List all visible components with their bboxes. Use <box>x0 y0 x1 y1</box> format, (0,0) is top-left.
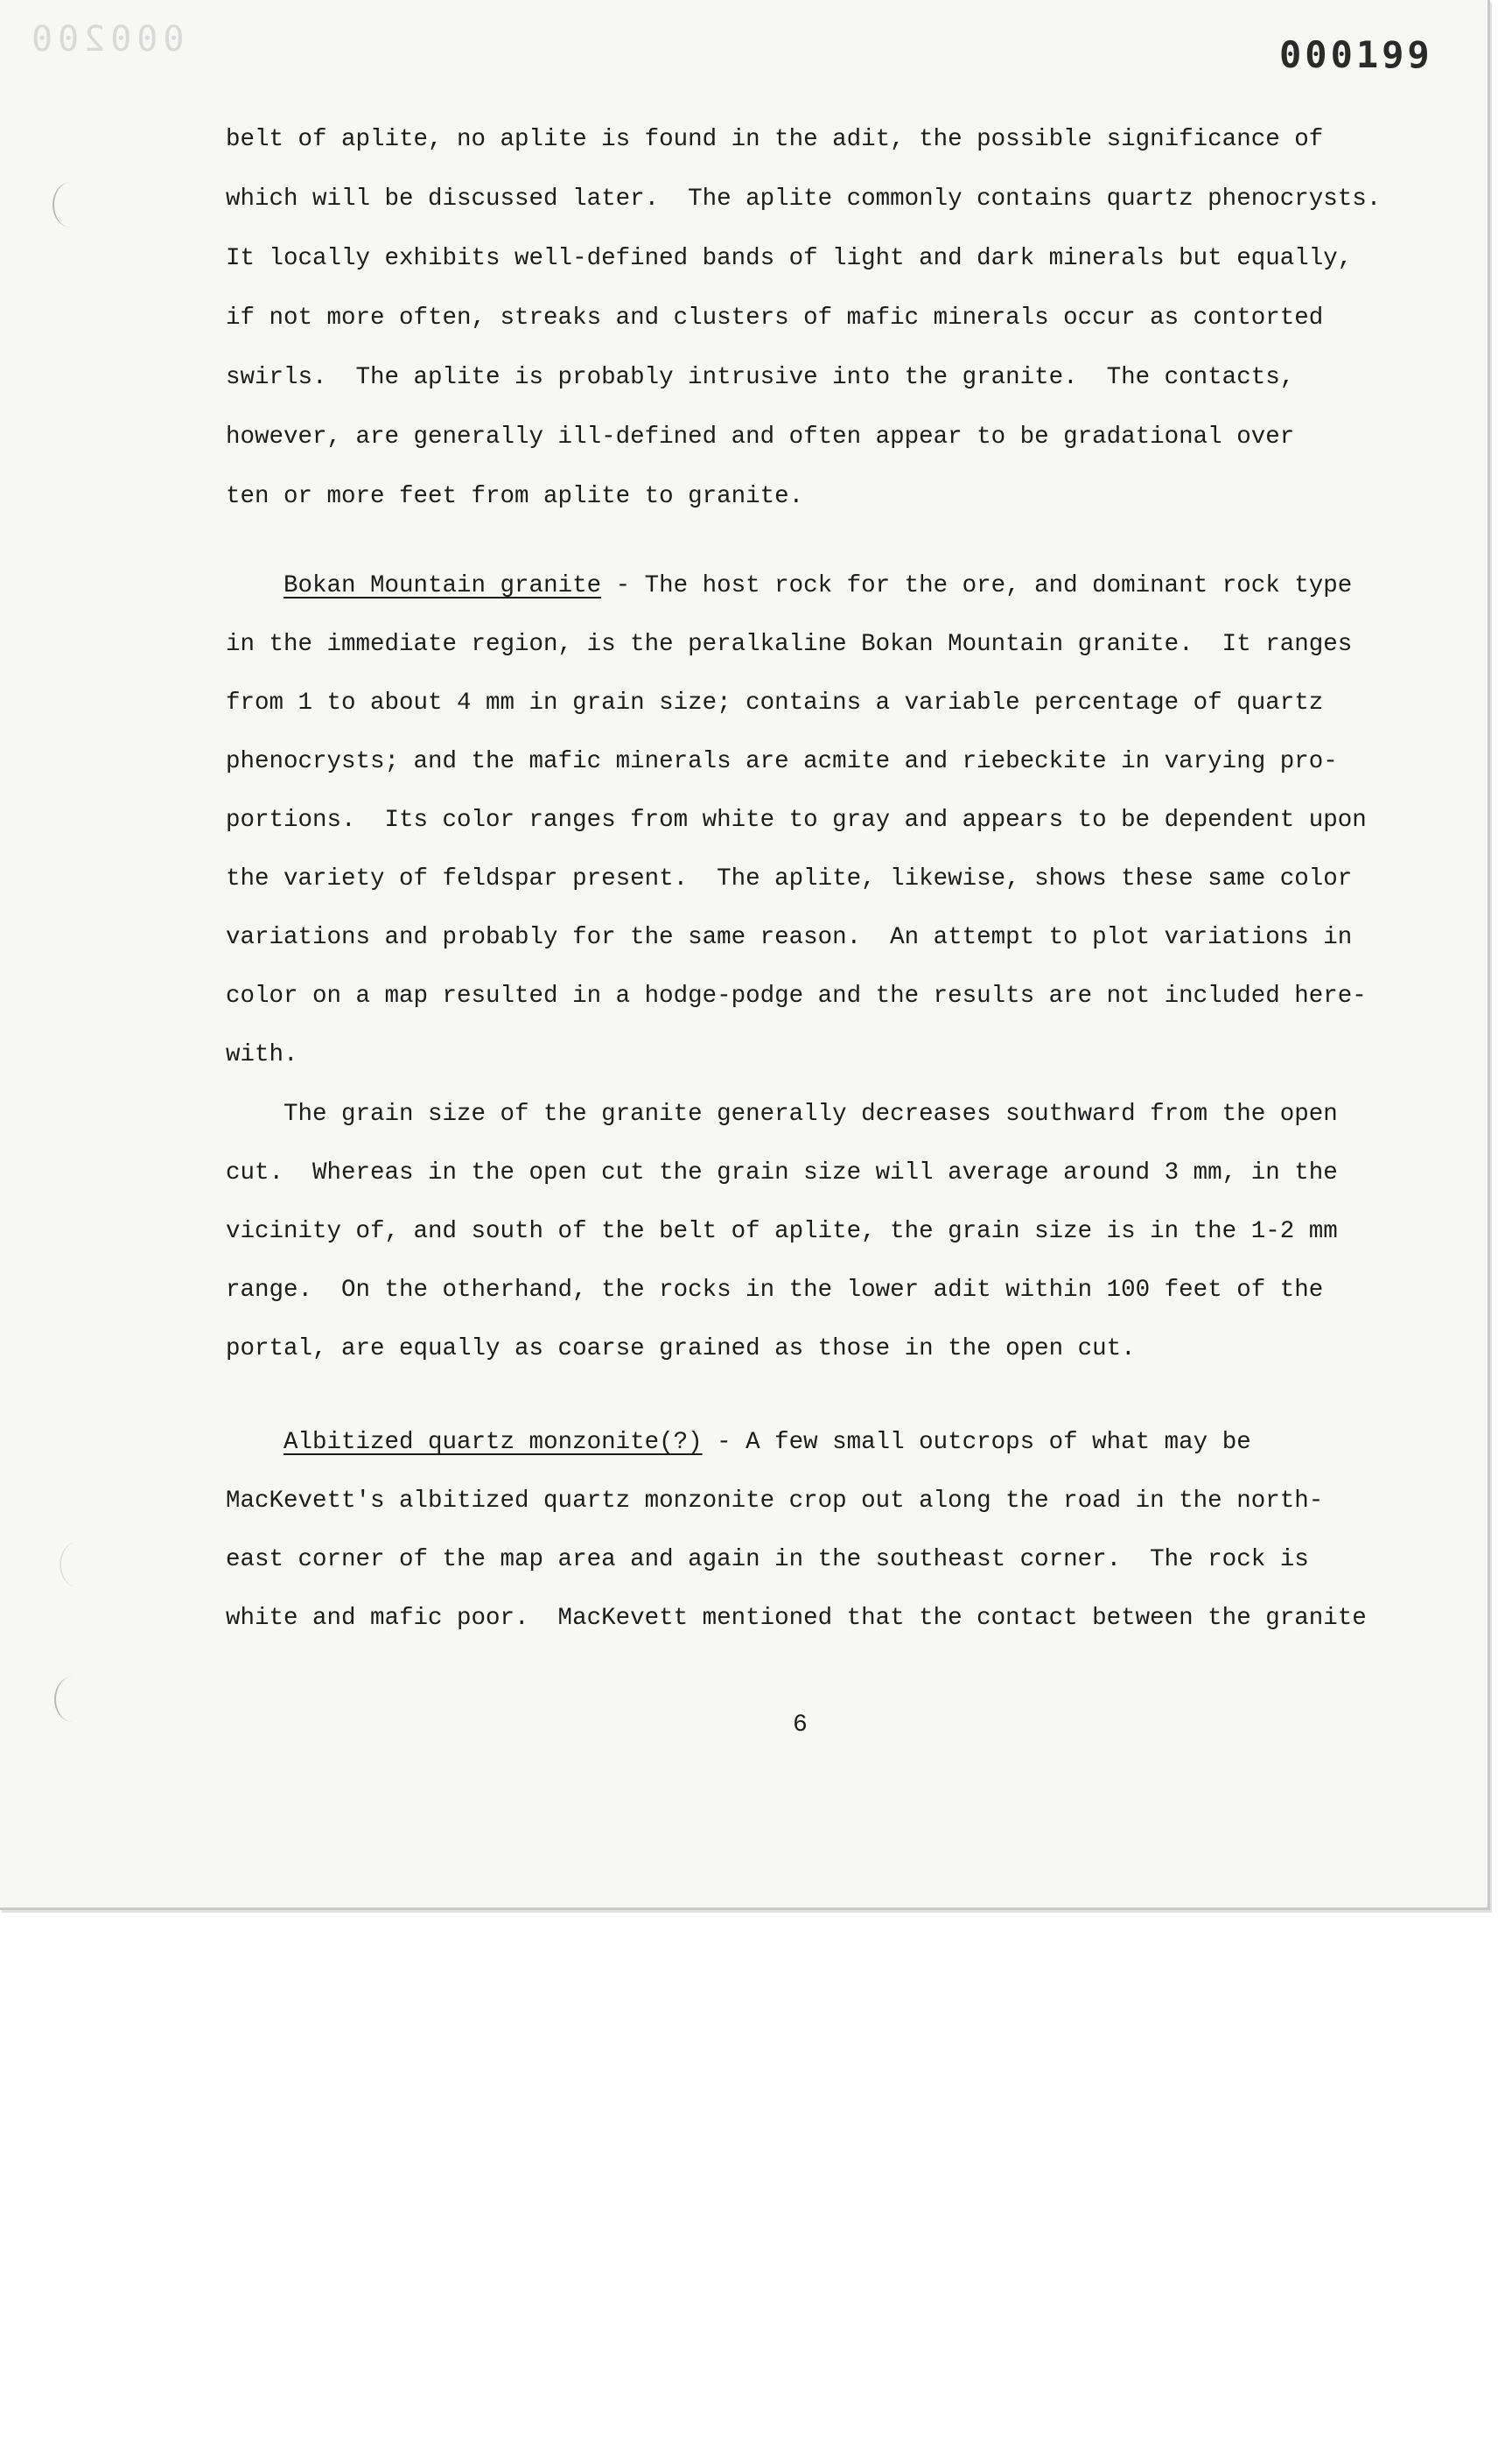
grain-size-paragraph <box>226 1085 1416 1378</box>
aplite-paragraph <box>226 110 1416 527</box>
binder-hole-mark <box>52 182 89 228</box>
section-heading-bokan-granite: Bokan Mountain granite <box>284 572 602 599</box>
text-line: belt of aplite, no aplite is found in the adit, the possible significance of <box>226 126 1324 153</box>
text-line: from 1 to about 4 mm in grain size; contains a variable percentage of quartz <box>226 690 1324 717</box>
text-line: ten or more feet from aplite to granite. <box>226 483 804 510</box>
text-line: the variety of feldspar present. The aplite, likewise, shows these same color <box>226 865 1353 892</box>
albitized-monzonite-section <box>226 1413 1416 1648</box>
text-line: which will be discussed later. The aplite commonly contains quartz phenocrysts. <box>226 186 1382 213</box>
text-line: in the immediate region, is the peralkaline Bokan Mountain granite. It ranges <box>226 631 1353 658</box>
page-id-stamp: 000199 <box>1279 33 1433 76</box>
text-line: MacKevett's albitized quartz monzonite crop out along the road in the north- <box>226 1488 1324 1515</box>
section-first-line <box>226 556 1416 615</box>
bleed-through-stamp: 000200 <box>26 19 185 60</box>
page-number: 6 <box>793 1712 808 1739</box>
text-line: color on a map resulted in a hodge-podge and the results are not included here- <box>226 983 1367 1010</box>
binder-hole-mark <box>54 1676 91 1722</box>
text-line: portions. Its color ranges from white to gray and appears to be dependent upon <box>226 807 1367 834</box>
bokan-granite-section <box>226 556 1416 1084</box>
section-first-line <box>226 1413 1416 1472</box>
text-line: with. <box>226 1041 298 1068</box>
text-line: if not more often, streaks and clusters of mafic minerals occur as contorted <box>226 304 1324 332</box>
heading-continuation: - A few small outcrops of what may be <box>702 1429 1251 1456</box>
text-line: The grain size of the granite generally decreases southward from the open <box>226 1101 1338 1128</box>
heading-continuation: - The host rock for the ore, and dominant rock type <box>601 572 1353 599</box>
text-line: vicinity of, and south of the belt of aplite, the grain size is in the 1-2 mm <box>226 1218 1338 1245</box>
section-heading-albitized-monzonite: Albitized quartz monzonite(?) <box>284 1429 703 1456</box>
text-line: variations and probably for the same reason. An attempt to plot variations in <box>226 924 1353 951</box>
text-line: It locally exhibits well-defined bands of light and dark minerals but equally, <box>226 245 1353 272</box>
text-line: range. On the otherhand, the rocks in the lower adit within 100 feet of the <box>226 1277 1324 1304</box>
text-line: portal, are equally as coarse grained as those in the open cut. <box>226 1335 1136 1362</box>
text-line: cut. Whereas in the open cut the grain size will average around 3 mm, in the <box>226 1159 1338 1186</box>
text-line: east corner of the map area and again in the southeast corner. The rock is <box>226 1546 1309 1573</box>
text-line: swirls. The aplite is probably intrusive into the granite. The contacts, <box>226 364 1295 391</box>
text-line: however, are generally ill-defined and often appear to be gradational over <box>226 424 1295 451</box>
binder-hole-mark <box>60 1542 96 1587</box>
text-line: white and mafic poor. MacKevett mentioned that the contact between the granite <box>226 1605 1367 1632</box>
text-line: phenocrysts; and the mafic minerals are acmite and riebeckite in varying pro- <box>226 748 1338 775</box>
